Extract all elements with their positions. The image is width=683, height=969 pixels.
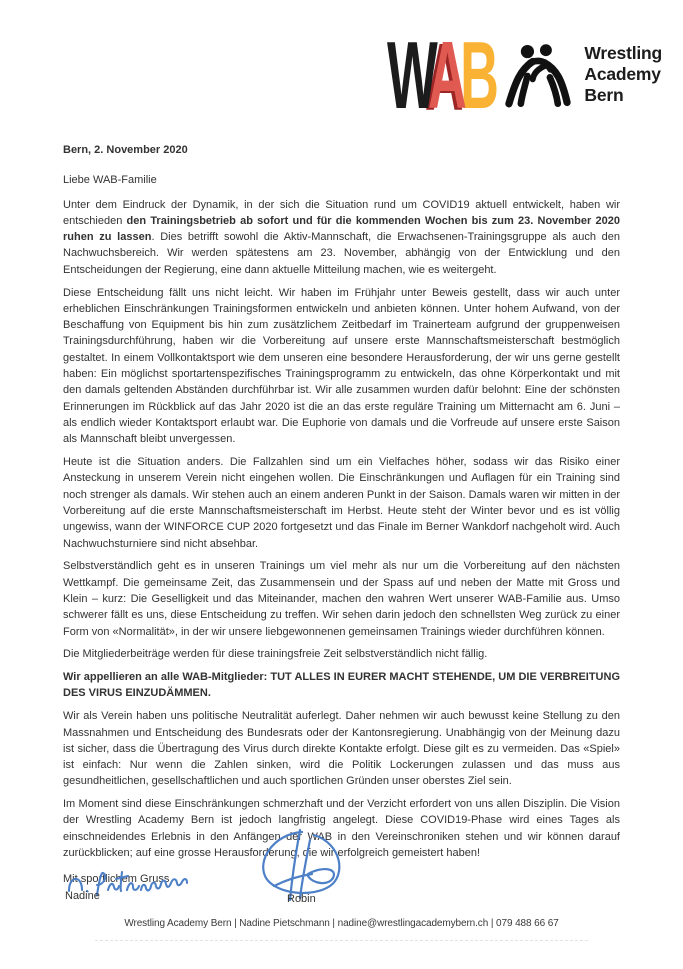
- paragraph-4: Selbstverständlich geht es in unseren Trainings um viel mehr als nur um die Vorbereitung auf den nächsten Wettkampf. Die gemeinsame Zeit, das Zusammensein und der Spass auf und neben der Matte mit Gross und Klein – kurz: Die Geselligkeit und das Miteinander, machen den wahren Wert unserer WAB-Familie aus. Umso schwerer fällt es uns, diese Entscheidung zu treffen. Wir sehen darin jedoch den schnellsten Weg zurück zu einer Form von «Normalität», in der wir unsere liebgewonnenen gemeinsamen Trainings wieder durchführen können.: [63, 560, 620, 638]
- logo-letter-a: A: [428, 22, 461, 129]
- paragraph-6-appeal: Wir appellieren an alle WAB-Mitglieder: TUT ALLES IN EURER MACHT STEHENDE, UM DIE VERBREITUNG DES VIRUS EINZUDÄMMEN.: [63, 671, 620, 700]
- logo-wordmark-line2: Academy: [584, 64, 661, 84]
- salutation: Liebe WAB-Familie: [63, 174, 157, 187]
- paragraph-3: Heute ist die Situation anders. Die Fallzahlen sind um ein Vielfaches höher, sodass wir das Risiko einer Ansteckung in unserem Verein nicht eingehen wollen. Die Einschränkungen und Auflagen für ein Training sind noch strenger als damals. Wir stehen auch an einem anderen Punkt in der Saison. Damals waren wir mitten in der Vorbereitung auf die erste Mannschaftsmeisterschaft im Herbst. Heute steht der Winter bevor und es ist völlig ungewiss, wann der WINFORCE CUP 2020 fortgesetzt und das Finale im Berner Wankdorf nachgeholt wird. Auch Nachwuchsturniere sind nicht absehbar.: [63, 456, 620, 550]
- logo-wordmark-line1: Wrestling: [584, 43, 662, 63]
- logo-wordmark: [584, 43, 662, 106]
- logo-wordmark-line3: Bern: [584, 85, 624, 105]
- wab-logo-letters: [387, 22, 499, 129]
- signature-label-robin: Robin: [287, 893, 316, 905]
- paragraph-8: Im Moment sind diese Einschränkungen schmerzhaft und der Verzicht erfordert von uns allen Disziplin. Die Vision der Wrestling Academy Bern ist jedoch langfristig angelegt. Diese COVID19-Phase wird eines Tages als einschneidendes Erlebnis in den Anfängen der WAB in den Vereinschroniken stehen und wir können darauf zurückblicken; auf eine grosse Herausforderung, die wir erfolgreich gemeistert haben!: [63, 798, 620, 860]
- footer-contact-line: Wrestling Academy Bern | Nadine Pietschmann | nadine@wrestlingacademybern.ch | 079 488 66 67: [124, 918, 559, 929]
- closing-greeting: Mit sportlichem Gruss: [63, 873, 170, 886]
- logo-letter-w: W: [387, 22, 429, 129]
- paragraph-5: Die Mitgliederbeiträge werden für diese trainingsfreie Zeit selbstverständlich nicht fällig.: [63, 648, 488, 661]
- date-line: Bern, 2. November 2020: [63, 144, 188, 156]
- letter-body: [63, 142, 620, 888]
- paragraph-2: Diese Entscheidung fällt uns nicht leicht. Wir haben im Frühjahr unter Beweis gestellt, dass wir auch unter erheblichen Einschränkungen Trainingsformen entwickeln und anbieten können. Unter hohem Aufwand, von der Beschaffung von Equipment bis hin zum zusätzlichem Zeitbedarf im Trainerteam aufgrund der gruppenweisen Trainingsdurchführung, haben wir die Vorbereitung auf unsere erste Mannschaftsmeisterschaft bestmöglich gestaltet. In einem Vollkontaktsport wie dem unseren eine besondere Herausforderung, der wir uns gerne gestellt haben: Ein möglichst sportartenspezifisches Trainingsprogramm zu entwickeln, das ohne Körperkontakt und mit den damals geltenden Abständen durchführbar ist. Wir alle zusammen wurden dafür belohnt: Eine der schönsten Erinnerungen im Rückblick auf das Jahr 2020 ist die an das erste reguläre Training um Mitternacht am 6. Juni – als endlich wieder Kontaktsport erlaubt war. Die Euphorie von damals und die Vorfreude auf unsere erste Saison als Mannschaft bleibt unvergessen.: [63, 286, 620, 446]
- footer-divider: [95, 940, 588, 941]
- wrestlers-icon: [501, 42, 575, 110]
- logo-letter-b: B: [460, 22, 493, 129]
- wab-logo: [387, 22, 662, 129]
- paragraph-7: Wir als Verein haben uns politische Neutralität auferlegt. Daher nehmen wir auch bewusst keine Stellung zu den Massnahmen und Entscheidung des Bundesrats oder der Kantonsregierung. Unabhängig von der Meinung dazu ist sicher, dass die Übertragung des Virus durch direkte Kontakte erfolgt. Diese gilt es zu vermeiden. Das «Spiel» ist einfach: Nur wenn die Zahlen sinken, wird die Politik Lockerungen zulassen und das muss aus gesundheitlichen, gesellschaftlichen und auch sportlichen Gründen unser oberstes Ziel sein.: [63, 710, 620, 788]
- signature-label-nadine: Nadine: [65, 890, 100, 902]
- paragraph-1: Unter dem Eindruck der Dynamik, in der sich die Situation rund um COVID19 aktuell entwickelt, haben wir entschieden den Trainingsbetrieb ab sofort und für die kommenden Wochen bis zum 23. November 2020 ruhen zu lassen. Dies betrifft sowohl die Aktiv-Mannschaft, die Erwachsenen-Trainingsgruppe als auch den Nachwuchsbereich. Wir werden spätestens am 23. November, abhängig von der Entwicklung und den Entscheidungen der Regierung, eine dann aktuelle Mitteilung machen, wie es weitergeht.: [63, 198, 620, 276]
